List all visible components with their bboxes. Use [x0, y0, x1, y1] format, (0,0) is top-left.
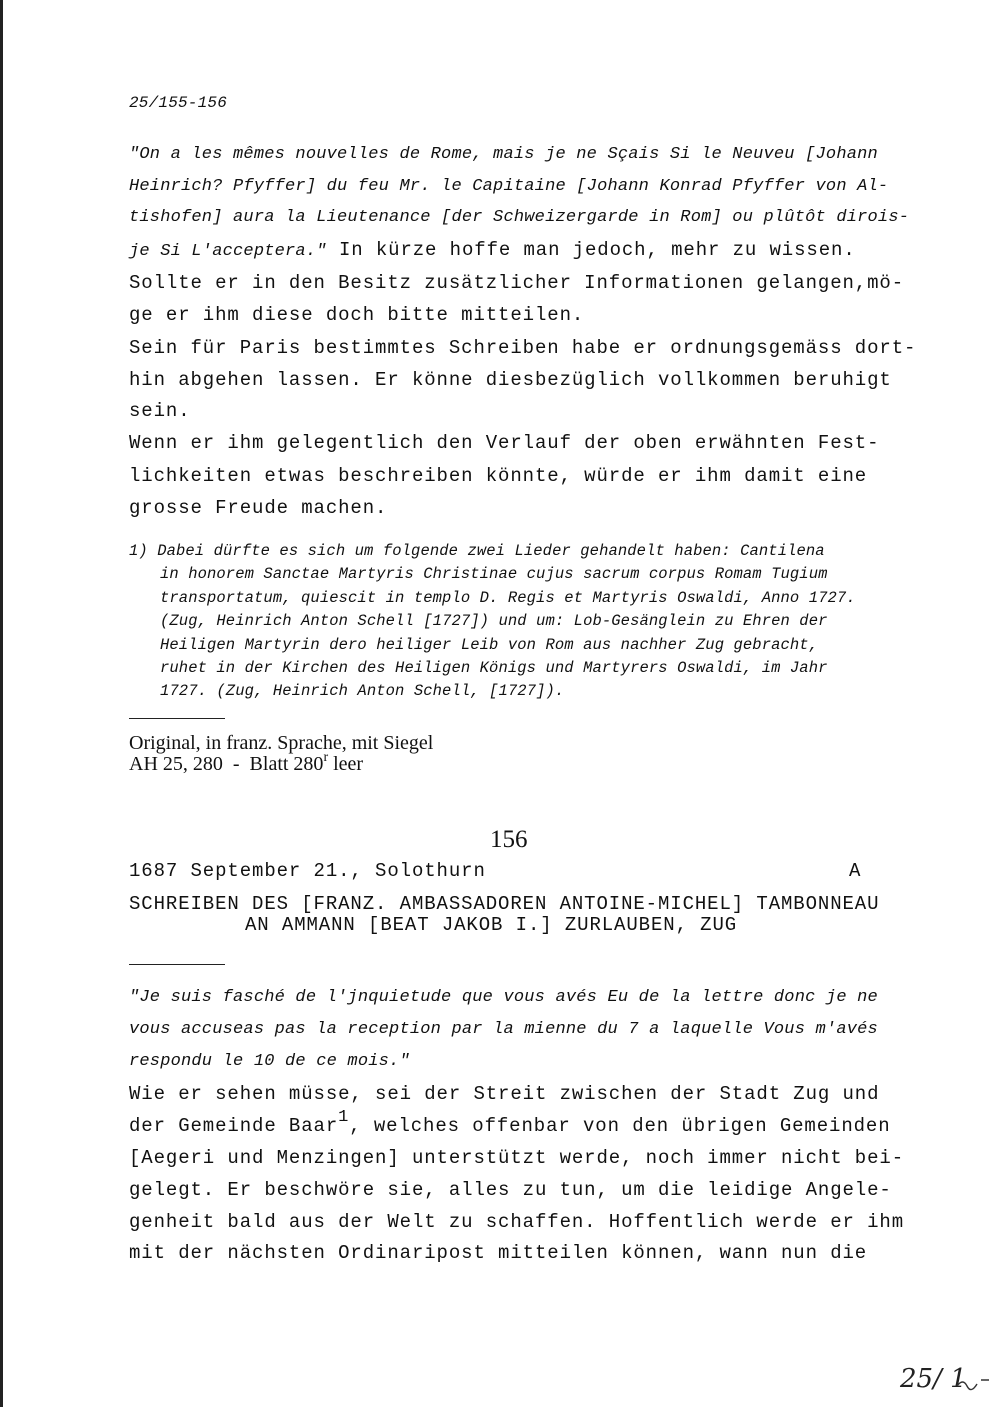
entry-title-line: AN AMMANN [BEAT JAKOB I.] ZURLAUBEN, ZUG: [245, 914, 738, 936]
body-line: mit der nächsten Ordinaripost mitteilen können, wann nun die: [129, 1242, 868, 1264]
recto-superscript: r: [323, 750, 329, 765]
source-note-line: Original, in franz. Sprache, mit Siegel: [129, 732, 434, 754]
entry-title-line: SCHREIBEN DES [FRANZ. AMBASSADOREN ANTOINE-MICHEL] TAMBONNEAU: [129, 893, 880, 915]
quote-line: "Je suis fasché de l'jnquietude que vous avés Eu de la lettre donc je ne: [129, 988, 878, 1007]
quote-end: je Si L'acceptera.": [129, 242, 327, 261]
footnote-line: (Zug, Heinrich Anton Schell [1727]) und um: Lob-Gesänglein zu Ehren der: [160, 612, 828, 630]
body-line: ge er ihm diese doch bitte mitteilen.: [129, 304, 585, 326]
footnote-line: Heiligen Martyrin dero heiliger Leib von Rom aus nachher Zug gebracht,: [160, 636, 819, 654]
source-ref-end: leer: [328, 753, 364, 775]
separator-rule: [129, 718, 225, 719]
entry-letter-code: A: [849, 860, 862, 882]
body-line: genheit bald aus der Welt zu schaffen. Hoffentlich werde er ihm: [129, 1211, 905, 1233]
body-line: [Aegeri und Menzingen] unterstützt werde, noch immer nicht bei-: [129, 1147, 905, 1169]
footnote-line: transportatum, quiescit in templo D. Regis et Martyris Oswaldi, Anno 1727.: [160, 589, 856, 607]
body-text: , welches offenbar von den übrigen Gemeinden: [349, 1115, 891, 1137]
handwritten-scribble: [955, 1376, 991, 1392]
quote-line: tishofen] aura la Lieutenance [der Schweizergarde in Rom] ou plûtôt dirois-: [129, 208, 910, 227]
body-line: Sein für Paris bestimmtes Schreiben habe er ordnungsgemäss dort-: [129, 337, 917, 359]
source-ref: AH 25, 280 - Blatt 280: [129, 753, 324, 775]
body-line: grosse Freude machen.: [129, 497, 388, 519]
body-line: hin abgehen lassen. Er könne diesbezüglich vollkommen beruhigt: [129, 369, 892, 391]
source-note-line: [129, 750, 364, 776]
quote-line: Heinrich? Pfyffer] du feu Mr. le Capitaine [Johann Konrad Pfyffer von Al-: [129, 177, 889, 196]
footnote-line: ruhet in der Kirchen des Heiligen Königs und Martyrers Oswaldi, im Jahr: [160, 659, 828, 677]
entry-number: 156: [490, 826, 528, 853]
footnote-line: 1727. (Zug, Heinrich Anton Schell, [1727]).: [160, 682, 565, 700]
body-line: Wenn er ihm gelegentlich den Verlauf der oben erwähnten Fest-: [129, 432, 880, 454]
quote-line: respondu le 10 de ce mois.": [129, 1052, 410, 1071]
quote-line: vous accuseas pas la reception par la mienne du 7 a laquelle Vous m'avés: [129, 1020, 878, 1039]
entry-date-place: 1687 September 21., Solothurn: [129, 860, 486, 882]
body-text: In kürze hoffe man jedoch, mehr zu wissen.: [326, 239, 856, 261]
quote-line: "On a les mêmes nouvelles de Rome, mais je ne Sçais Si le Neuveu [Johann: [129, 145, 878, 164]
body-line: lichkeiten etwas beschreiben könnte, würde er ihm damit eine: [129, 465, 868, 487]
body-line: gelegt. Er beschwöre sie, alles zu tun, um die leidige Angele-: [129, 1179, 892, 1201]
body-line: [129, 1108, 891, 1137]
handwritten-mark: 25/ 1: [900, 1364, 967, 1394]
body-line: sein.: [129, 400, 191, 422]
body-line: Wie er sehen müsse, sei der Streit zwischen der Stadt Zug und: [129, 1083, 880, 1105]
page-reference: 25/155-156: [129, 94, 228, 112]
footnote-marker: 1: [338, 1108, 350, 1127]
footnote-line: in honorem Sanctae Martyris Christinae cujus sacrum corpus Romam Tugium: [160, 565, 828, 583]
separator-rule: [129, 964, 225, 965]
scan-edge: [0, 0, 3, 1407]
footnote-line: 1) Dabei dürfte es sich um folgende zwei Lieder gehandelt haben: Cantilena: [129, 542, 825, 560]
body-line: Sollte er in den Besitz zusätzlicher Informationen gelangen,mö-: [129, 272, 905, 294]
mixed-line: [129, 239, 856, 261]
body-text: der Gemeinde Baar: [129, 1115, 339, 1137]
